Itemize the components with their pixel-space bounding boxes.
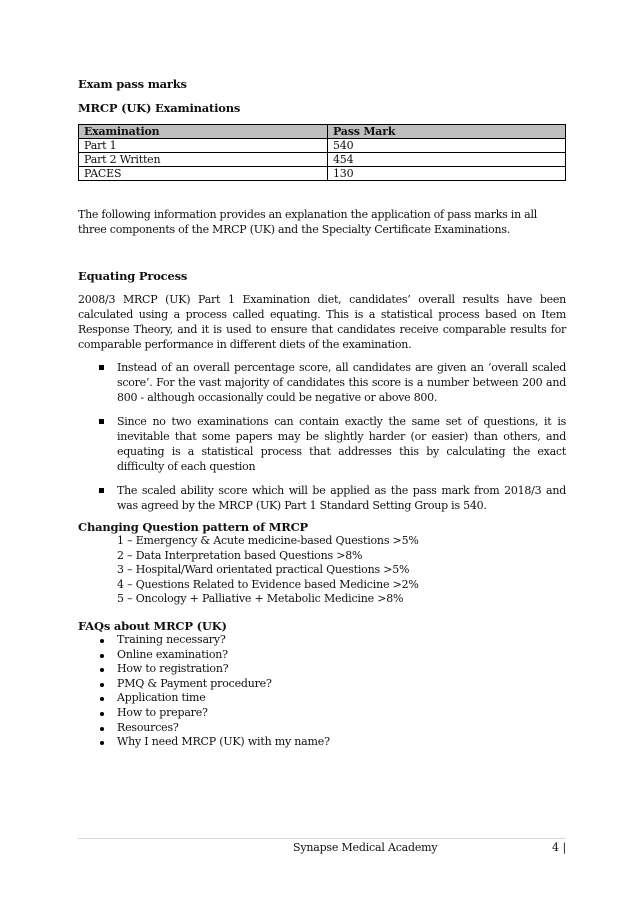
heading-question-pattern: Changing Question pattern of MRCP [78,520,308,534]
bullet-icon [100,683,104,687]
faq-text: Online examination? [117,647,228,661]
bullet-icon [100,712,104,716]
bullet-icon [100,668,104,672]
table-cell: PACES [79,167,328,181]
list-item [78,633,330,648]
pattern-item: 1 – Emergency & Acute medicine-based Questions >5% [117,534,419,547]
faq-text: Application time [117,691,206,705]
bullet-text: Since no two examinations can contain exactly the same set of questions, it is inevitable that some papers may be slightly harder (or easier) than others, and equating is a statistical process that addresses this by calculating the exact difficulty of each question [117,415,566,473]
equating-bullet-list [78,360,566,522]
bullet-text: Instead of an overall percentage score, all candidates are given an ‘overall scaled score’. For the vast majority of candidates this score is a number between 200 and 800 - although occasionally could be negative or above 800. [117,361,566,404]
pattern-item: 3 – Hospital/Ward orientated practical Questions >5% [117,563,410,576]
heading-faqs: FAQs about MRCP (UK) [78,619,227,633]
faq-list [78,633,330,750]
page-number: 4 | [552,841,567,854]
faq-text: Why I need MRCP (UK) with my name? [117,735,330,749]
table-header-pass-mark: Pass Mark [328,125,566,139]
faq-text: Training necessary? [117,633,226,646]
table-header-row [79,125,566,139]
bullet-icon [100,654,104,658]
table-cell: Part 2 Written [79,153,328,167]
list-item [78,648,330,663]
list-item [78,691,330,706]
heading-exam-pass-marks: Exam pass marks [78,77,187,91]
faq-text: PMQ & Payment procedure? [117,676,272,690]
heading-equating-process: Equating Process [78,269,188,283]
list-item [78,483,566,513]
faq-text: How to registration? [117,662,229,676]
table-cell: 130 [328,167,566,181]
list-item [78,662,330,677]
square-bullet-icon [99,419,104,424]
pattern-item: 4 – Questions Related to Evidence based Medicine >2% [117,578,419,591]
equating-paragraph: 2008/3 MRCP (UK) Part 1 Examination diet, candidates’ overall results have been calculated using a process called equating. This is a statistical process based on Item Response Theory, and it is used to ensure that candidates receive comparable results for comparable performance in different diets of the examination. [78,293,566,351]
list-item [78,414,566,474]
bullet-text: The scaled ability score which will be applied as the pass mark from 2018/3 and was agreed by the MRCP (UK) Part 1 Standard Setting Group is 540. [117,484,566,512]
intro-paragraph: The following information provides an explanation the application of pass marks in all three components of the MRCP (UK) and the Specialty Certificate Examinations. [78,208,537,236]
list-item [78,360,566,405]
table-header-examination: Examination [79,125,328,139]
table-cell: 454 [328,153,566,167]
table-cell: Part 1 [79,139,328,153]
square-bullet-icon [99,488,104,493]
footer-text: Synapse Medical Academy [293,841,438,854]
list-item [78,677,330,692]
square-bullet-icon [99,365,104,370]
table-cell: 540 [328,139,566,153]
faq-text: Resources? [117,720,179,734]
pattern-item: 5 – Oncology + Palliative + Metabolic Medicine >8% [117,592,404,605]
list-item [78,721,330,736]
table-row [79,153,566,167]
table-row [79,139,566,153]
bullet-icon [100,741,104,745]
bullet-icon [100,697,104,701]
faq-text: How to prepare? [117,705,208,719]
bullet-icon [100,639,104,643]
pass-marks-table [78,124,566,181]
table-row [79,167,566,181]
list-item [78,706,330,721]
bullet-icon [100,727,104,731]
footer-divider [78,838,566,839]
heading-mrcp-examinations: MRCP (UK) Examinations [78,101,241,115]
list-item [78,735,330,750]
pattern-item: 2 – Data Interpretation based Questions >8% [117,549,363,562]
